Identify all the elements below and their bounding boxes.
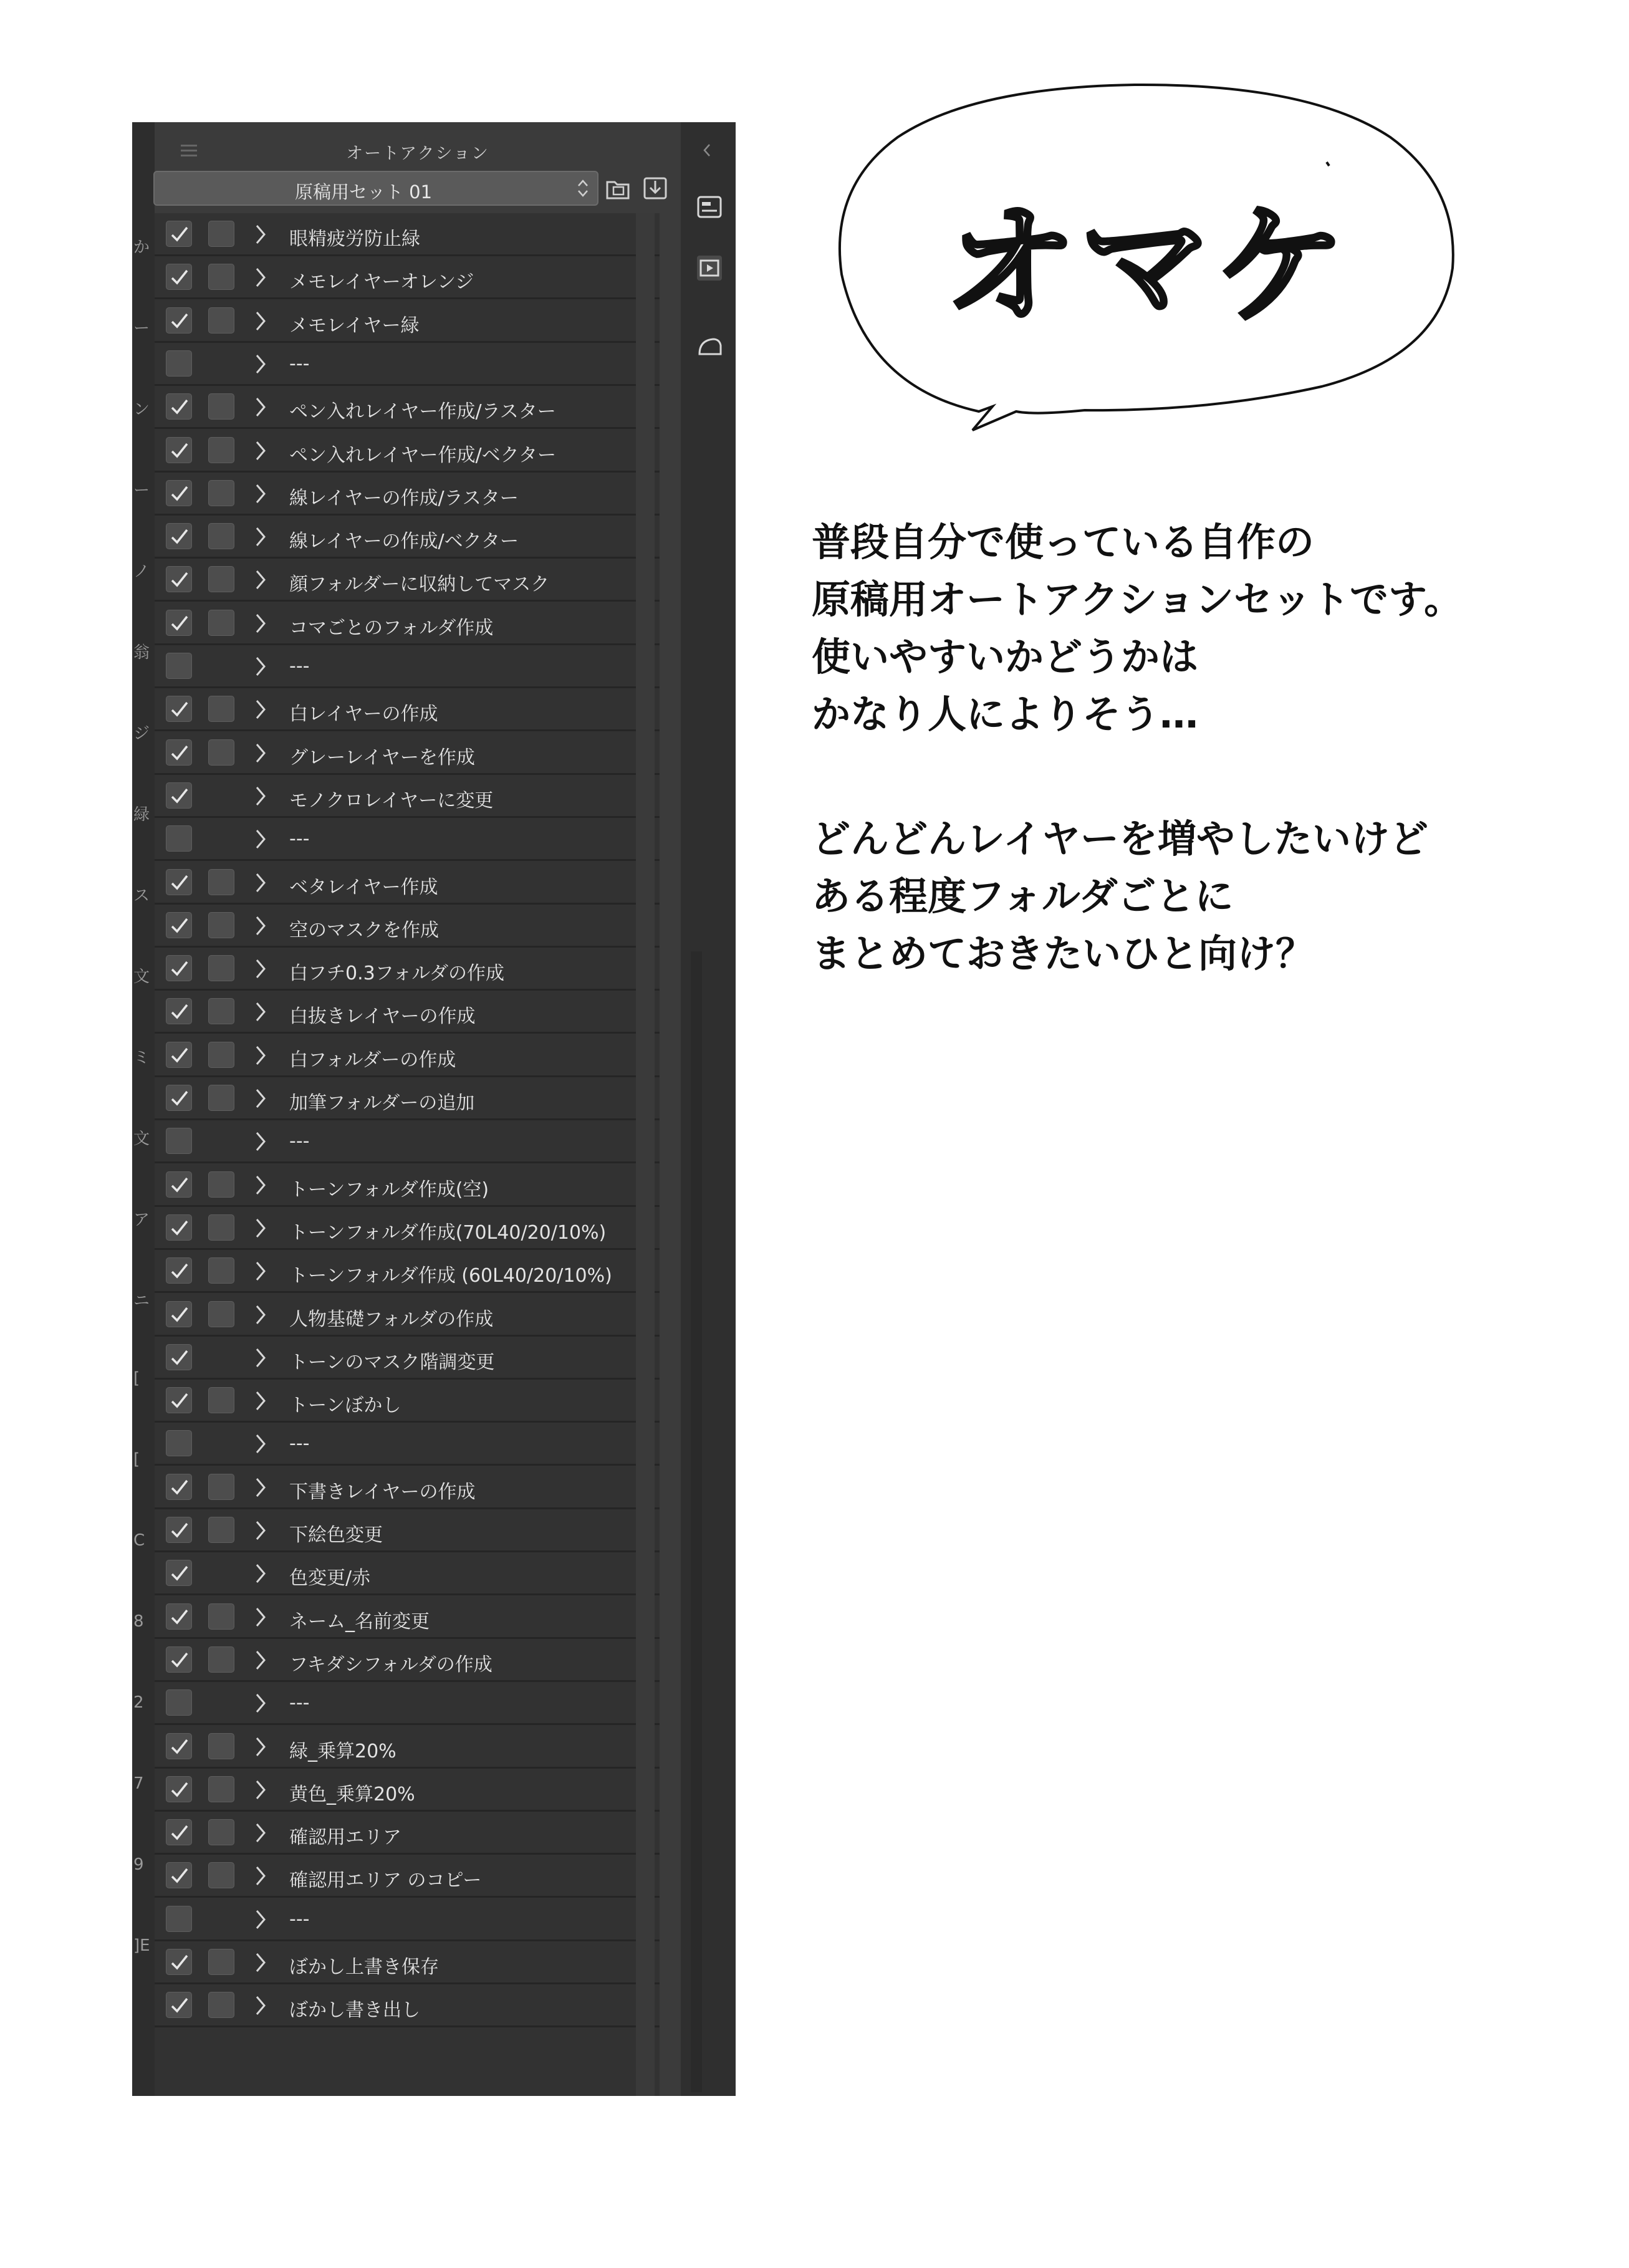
- action-label: ぼかし上書き保存: [289, 1956, 439, 1978]
- expand-chevron-icon[interactable]: [253, 1951, 268, 1974]
- action-row[interactable]: [155, 1164, 660, 1207]
- expand-chevron-icon[interactable]: [253, 440, 268, 462]
- action-label: トーンフォルダ作成 (60L40/20/10%): [289, 1265, 612, 1287]
- enable-checkbox[interactable]: [166, 480, 192, 506]
- expand-chevron-icon[interactable]: [253, 1217, 268, 1239]
- expand-chevron-icon[interactable]: [253, 1174, 268, 1196]
- expand-chevron-icon[interactable]: [253, 1476, 268, 1499]
- action-label: トーンフォルダ作成(70L40/20/10%): [289, 1222, 607, 1244]
- action-label: 確認用エリア: [289, 1827, 401, 1848]
- expand-chevron-icon[interactable]: [253, 1692, 268, 1714]
- canvas-edge-fragment: ニ: [133, 1292, 150, 1310]
- action-label: メモレイヤーオレンジ: [289, 271, 474, 293]
- check-icon: [170, 1305, 190, 1324]
- check-icon: [170, 1651, 190, 1670]
- dialog-toggle-box[interactable]: [208, 480, 234, 506]
- canvas-edge-fragment: ]E: [133, 1936, 150, 1955]
- action-label: トーンぼかし: [289, 1395, 401, 1416]
- right-tool-strip: [681, 122, 736, 2096]
- dialog-toggle-box[interactable]: [208, 264, 234, 290]
- action-row[interactable]: [155, 1941, 660, 1984]
- check-icon: [170, 1348, 190, 1367]
- action-row[interactable]: [155, 1812, 660, 1855]
- left-canvas-edge: [132, 122, 155, 2096]
- action-label: 加筆フォルダーの追加: [289, 1092, 475, 1114]
- action-row[interactable]: [155, 1250, 660, 1293]
- action-row[interactable]: [155, 1294, 660, 1337]
- action-row[interactable]: [155, 862, 660, 905]
- action-label: メモレイヤー緑: [289, 315, 420, 337]
- dialog-toggle-box[interactable]: [208, 437, 234, 463]
- expand-chevron-icon[interactable]: [253, 1865, 268, 1887]
- enable-checkbox[interactable]: [166, 1992, 192, 2018]
- expand-chevron-icon[interactable]: [253, 1304, 268, 1326]
- expand-chevron-icon[interactable]: [253, 1519, 268, 1542]
- action-row[interactable]: [155, 1337, 660, 1380]
- auto-action-panel: [132, 122, 736, 2096]
- check-icon: [170, 1608, 190, 1627]
- check-icon: [170, 1176, 190, 1194]
- check-icon: [170, 787, 190, 805]
- expand-chevron-icon[interactable]: [253, 353, 268, 375]
- action-label: 緑_乗算20%: [289, 1741, 396, 1762]
- enable-checkbox[interactable]: [166, 264, 192, 290]
- expand-chevron-icon[interactable]: [253, 1779, 268, 1801]
- action-row[interactable]: [155, 645, 660, 688]
- action-row[interactable]: [155, 516, 660, 559]
- canvas-edge-fragment: 翁: [133, 643, 150, 662]
- enable-checkbox[interactable]: [166, 1214, 192, 1241]
- expand-chevron-icon[interactable]: [253, 1649, 268, 1671]
- canvas-edge-fragment: ジ: [133, 724, 150, 743]
- canvas-edge-fragment: 緑: [133, 805, 150, 824]
- enable-checkbox[interactable]: [166, 1862, 192, 1888]
- enable-checkbox[interactable]: [166, 437, 192, 463]
- action-label: グレーレイヤーを作成: [289, 747, 475, 769]
- enable-checkbox[interactable]: [166, 912, 192, 938]
- dialog-toggle-box[interactable]: [208, 1733, 234, 1759]
- action-row[interactable]: [155, 818, 660, 861]
- dialog-toggle-box[interactable]: [208, 610, 234, 636]
- check-icon: [170, 1002, 190, 1021]
- expand-chevron-icon[interactable]: [253, 310, 268, 332]
- check-icon: [170, 268, 190, 287]
- dialog-toggle-box[interactable]: [208, 1085, 234, 1111]
- expand-chevron-icon[interactable]: [253, 915, 268, 937]
- check-icon: [170, 484, 190, 503]
- check-icon: [170, 1521, 190, 1540]
- check-icon: [170, 744, 190, 762]
- action-label: 線レイヤーの作成/ラスター: [289, 488, 519, 509]
- dialog-toggle-box[interactable]: [208, 1301, 234, 1327]
- check-icon: [170, 1824, 190, 1842]
- bubble-title: オマケ: [944, 190, 1350, 343]
- dialog-toggle-box[interactable]: [208, 1992, 234, 2018]
- action-label: トーンフォルダ作成(空): [289, 1179, 489, 1201]
- action-row[interactable]: [155, 386, 660, 429]
- enable-checkbox[interactable]: [166, 1689, 192, 1716]
- check-icon: [170, 1780, 190, 1799]
- check-icon: [170, 916, 190, 935]
- action-label: 空のマスクを作成: [289, 920, 439, 941]
- action-label: ---: [289, 655, 310, 677]
- expand-chevron-icon[interactable]: [253, 1908, 268, 1931]
- collapse-chevron-icon[interactable]: [699, 141, 714, 160]
- expand-chevron-icon[interactable]: [253, 266, 268, 289]
- check-icon: [170, 1996, 190, 2015]
- check-icon: [170, 527, 190, 546]
- expand-chevron-icon[interactable]: [253, 1822, 268, 1844]
- note-line: まとめておきたいひと向け？: [812, 931, 1315, 976]
- canvas-edge-fragment: 7: [133, 1774, 144, 1793]
- action-label: ネーム_名前変更: [289, 1611, 430, 1633]
- action-row[interactable]: [155, 1726, 660, 1769]
- action-set-select[interactable]: [153, 171, 598, 206]
- auto-action-panel-icon[interactable]: [696, 254, 723, 282]
- expand-chevron-icon[interactable]: [253, 1087, 268, 1110]
- action-row[interactable]: [155, 1682, 660, 1725]
- dialog-toggle-box[interactable]: [208, 1214, 234, 1241]
- action-row[interactable]: [155, 1984, 660, 2027]
- expand-chevron-icon[interactable]: [253, 828, 268, 850]
- enable-checkbox[interactable]: [166, 1517, 192, 1543]
- check-icon: [170, 1046, 190, 1065]
- note-description: [812, 514, 1463, 743]
- action-row[interactable]: [155, 1509, 660, 1552]
- enable-checkbox[interactable]: [166, 566, 192, 592]
- enable-checkbox[interactable]: [166, 739, 192, 766]
- dialog-toggle-box[interactable]: [208, 1042, 234, 1068]
- action-row[interactable]: [155, 905, 660, 948]
- enable-checkbox[interactable]: [166, 782, 192, 809]
- enable-checkbox[interactable]: [166, 350, 192, 377]
- check-icon: [170, 1262, 190, 1281]
- dialog-toggle-box[interactable]: [208, 1819, 234, 1845]
- enable-checkbox[interactable]: [166, 221, 192, 247]
- note-line: かなり人によりそう…: [812, 691, 1199, 737]
- dialog-toggle-box[interactable]: [208, 1603, 234, 1630]
- canvas-edge-fragment: ン: [133, 400, 150, 419]
- action-row[interactable]: [155, 1552, 660, 1595]
- enable-checkbox[interactable]: [166, 1776, 192, 1802]
- check-icon: [170, 1089, 190, 1108]
- action-label: ぼかし書き出し: [289, 1999, 420, 2021]
- canvas-edge-fragment: 9: [133, 1855, 144, 1874]
- action-label: 下書きレイヤーの作成: [289, 1481, 476, 1503]
- enable-checkbox[interactable]: [166, 1733, 192, 1759]
- expand-chevron-icon[interactable]: [253, 1260, 268, 1282]
- expand-chevron-icon[interactable]: [253, 1130, 268, 1153]
- enable-checkbox[interactable]: [166, 523, 192, 549]
- expand-chevron-icon[interactable]: [253, 1562, 268, 1585]
- enable-checkbox[interactable]: [166, 955, 192, 981]
- action-label: ---: [289, 353, 310, 375]
- dialog-toggle-box[interactable]: [208, 869, 234, 895]
- material-panel-icon[interactable]: [696, 333, 723, 360]
- enable-checkbox[interactable]: [166, 393, 192, 420]
- action-row[interactable]: [155, 1898, 660, 1941]
- action-row[interactable]: [155, 775, 660, 818]
- dialog-toggle-box[interactable]: [208, 1517, 234, 1543]
- enable-checkbox[interactable]: [166, 1042, 192, 1068]
- check-icon: [170, 441, 190, 460]
- dialog-toggle-box[interactable]: [208, 955, 234, 981]
- check-icon: [170, 1953, 190, 1972]
- expand-chevron-icon[interactable]: [253, 1001, 268, 1023]
- enable-checkbox[interactable]: [166, 1085, 192, 1111]
- check-icon: [170, 873, 190, 892]
- dialog-toggle-box[interactable]: [208, 1646, 234, 1673]
- expand-chevron-icon[interactable]: [253, 655, 268, 678]
- dialog-toggle-box[interactable]: [208, 739, 234, 766]
- action-set-name: 原稿用セット 01: [294, 181, 433, 203]
- canvas-edge-fragment: ー: [133, 481, 150, 500]
- dialog-toggle-box[interactable]: [208, 307, 234, 334]
- layer-panel-icon[interactable]: [696, 193, 723, 221]
- action-row[interactable]: [155, 256, 660, 299]
- action-label: 黄色_乗算20%: [289, 1784, 415, 1805]
- action-label: ペン入れレイヤー作成/ベクター: [289, 444, 557, 466]
- action-row[interactable]: [155, 300, 660, 343]
- note-line: 普段自分で使っている自作の: [812, 519, 1315, 565]
- action-row[interactable]: [155, 213, 660, 256]
- action-row[interactable]: [155, 1639, 660, 1682]
- updown-chevron-icon: [576, 177, 590, 199]
- expand-chevron-icon[interactable]: [253, 785, 268, 807]
- enable-checkbox[interactable]: [166, 1387, 192, 1413]
- action-row[interactable]: [155, 1380, 660, 1423]
- enable-checkbox[interactable]: [166, 825, 192, 852]
- check-icon: [170, 312, 190, 330]
- expand-chevron-icon[interactable]: [253, 223, 268, 246]
- dialog-toggle-box[interactable]: [208, 1949, 234, 1975]
- enable-checkbox[interactable]: [166, 998, 192, 1024]
- action-label: トーンのマスク階調変更: [289, 1352, 495, 1373]
- action-row[interactable]: [155, 343, 660, 386]
- check-icon: [170, 1478, 190, 1497]
- action-label: ---: [289, 1908, 310, 1930]
- enable-checkbox[interactable]: [166, 610, 192, 636]
- enable-checkbox[interactable]: [166, 1560, 192, 1586]
- enable-checkbox[interactable]: [166, 1301, 192, 1327]
- expand-chevron-icon[interactable]: [253, 1044, 268, 1067]
- action-label: モノクロレイヤーに変更: [289, 790, 494, 812]
- action-label: ---: [289, 1692, 310, 1714]
- action-label: 線レイヤーの作成/ベクター: [289, 531, 519, 552]
- enable-checkbox[interactable]: [166, 869, 192, 895]
- dialog-toggle-box[interactable]: [208, 566, 234, 592]
- expand-chevron-icon[interactable]: [253, 698, 268, 721]
- action-row[interactable]: [155, 1769, 660, 1812]
- dialog-toggle-box[interactable]: [208, 1862, 234, 1888]
- enable-checkbox[interactable]: [166, 1128, 192, 1154]
- new-set-folder-icon[interactable]: [603, 173, 632, 202]
- expand-chevron-icon[interactable]: [253, 1390, 268, 1412]
- note-line: ある程度フォルダごとに: [812, 873, 1234, 919]
- canvas-edge-fragment: 文: [133, 1130, 150, 1148]
- action-label: フキダシフォルダの作成: [289, 1654, 493, 1676]
- canvas-edge-fragment: ミ: [133, 1049, 150, 1067]
- expand-chevron-icon[interactable]: [253, 1433, 268, 1455]
- canvas-edge-fragment: ア: [133, 1211, 150, 1229]
- check-icon: [170, 1564, 190, 1583]
- speech-bubble: [810, 62, 1484, 436]
- enable-checkbox[interactable]: [166, 1171, 192, 1198]
- action-row[interactable]: [155, 1207, 660, 1250]
- action-row[interactable]: [155, 732, 660, 775]
- note-line: 原稿用オートアクションセットです。: [812, 577, 1463, 622]
- action-row[interactable]: [155, 991, 660, 1034]
- action-label: 人物基礎フォルダの作成: [289, 1309, 494, 1330]
- action-row[interactable]: [155, 948, 660, 991]
- action-label: ---: [289, 1433, 310, 1454]
- action-label: ---: [289, 1130, 310, 1152]
- dialog-toggle-box[interactable]: [208, 696, 234, 722]
- action-label: 白フチ0.3フォルダの作成: [289, 963, 505, 984]
- canvas-edge-fragment: [: [133, 1369, 140, 1388]
- dialog-toggle-box[interactable]: [208, 912, 234, 938]
- dialog-toggle-box[interactable]: [208, 221, 234, 247]
- action-label: ベタレイヤー作成: [289, 877, 438, 898]
- check-icon: [170, 959, 190, 978]
- action-row[interactable]: [155, 688, 660, 731]
- action-label: 眼精疲労防止緑: [289, 228, 420, 250]
- enable-checkbox[interactable]: [166, 1430, 192, 1456]
- check-icon: [170, 1737, 190, 1756]
- check-icon: [170, 1391, 190, 1410]
- action-row[interactable]: [155, 1596, 660, 1639]
- canvas-edge-fragment: ー: [133, 319, 150, 338]
- note-line: どんどんレイヤーを増やしたいけど: [812, 816, 1428, 862]
- note-line: 使いやすいかどうかは: [812, 634, 1199, 680]
- panel-title: オートアクション: [346, 144, 489, 163]
- dialog-toggle-box[interactable]: [208, 1171, 234, 1198]
- import-set-icon[interactable]: [641, 173, 670, 202]
- dialog-toggle-box[interactable]: [208, 1776, 234, 1802]
- expand-chevron-icon[interactable]: [253, 569, 268, 591]
- dialog-toggle-box[interactable]: [208, 1474, 234, 1500]
- expand-chevron-icon[interactable]: [253, 526, 268, 548]
- check-icon: [170, 1219, 190, 1237]
- canvas-edge-fragment: 2: [133, 1693, 144, 1712]
- canvas-edge-fragment: か: [133, 238, 150, 257]
- action-row[interactable]: [155, 559, 660, 602]
- action-label: コマごとのフォルダ作成: [289, 617, 494, 639]
- action-row[interactable]: [155, 430, 660, 473]
- canvas-edge-fragment: ス: [133, 887, 150, 905]
- action-list: [155, 213, 660, 2096]
- dialog-toggle-box[interactable]: [208, 393, 234, 420]
- enable-checkbox[interactable]: [166, 1646, 192, 1673]
- enable-checkbox[interactable]: [166, 1949, 192, 1975]
- dialog-toggle-box[interactable]: [208, 1257, 234, 1284]
- canvas-edge-fragment: 8: [133, 1612, 144, 1631]
- expand-chevron-icon[interactable]: [253, 1347, 268, 1369]
- action-row[interactable]: [155, 1034, 660, 1077]
- action-row[interactable]: [155, 1423, 660, 1466]
- action-row[interactable]: [155, 602, 660, 645]
- list-scrollbar[interactable]: [636, 213, 655, 2096]
- action-label: 下絵色変更: [289, 1524, 383, 1546]
- enable-checkbox[interactable]: [166, 1344, 192, 1370]
- action-row[interactable]: [155, 1120, 660, 1163]
- action-label: 白フォルダーの作成: [289, 1049, 456, 1071]
- action-label: 白抜きレイヤーの作成: [289, 1006, 476, 1027]
- action-label: 白レイヤーの作成: [289, 703, 438, 725]
- enable-checkbox[interactable]: [166, 1819, 192, 1845]
- dialog-toggle-box[interactable]: [208, 1387, 234, 1413]
- right-scrollbar[interactable]: [691, 951, 702, 2092]
- canvas-edge-fragment: [: [133, 1450, 140, 1469]
- action-label: ---: [289, 828, 310, 850]
- dialog-toggle-box[interactable]: [208, 523, 234, 549]
- expand-chevron-icon[interactable]: [253, 958, 268, 980]
- expand-chevron-icon[interactable]: [253, 1606, 268, 1628]
- check-icon: [170, 225, 190, 244]
- canvas-edge-fragment: ノ: [133, 562, 150, 581]
- expand-chevron-icon[interactable]: [253, 612, 268, 635]
- action-row[interactable]: [155, 473, 660, 516]
- action-label: 確認用エリア のコピー: [289, 1870, 482, 1891]
- enable-checkbox[interactable]: [166, 696, 192, 722]
- expand-chevron-icon[interactable]: [253, 1736, 268, 1758]
- expand-chevron-icon[interactable]: [253, 742, 268, 764]
- check-icon: [170, 700, 190, 719]
- check-icon: [170, 570, 190, 589]
- enable-checkbox[interactable]: [166, 653, 192, 679]
- action-label: ペン入れレイヤー作成/ラスター: [289, 401, 556, 423]
- expand-chevron-icon[interactable]: [253, 1994, 268, 2017]
- canvas-edge-fragment: C: [133, 1531, 145, 1550]
- check-icon: [170, 614, 190, 633]
- enable-checkbox[interactable]: [166, 1906, 192, 1932]
- action-label: 色変更/赤: [289, 1567, 371, 1589]
- enable-checkbox[interactable]: [166, 307, 192, 334]
- enable-checkbox[interactable]: [166, 1603, 192, 1630]
- dialog-toggle-box[interactable]: [208, 998, 234, 1024]
- check-icon: [170, 1867, 190, 1885]
- action-row[interactable]: [155, 1077, 660, 1120]
- action-row[interactable]: [155, 1855, 660, 1898]
- expand-chevron-icon[interactable]: [253, 872, 268, 894]
- canvas-edge-fragment: 文: [133, 968, 150, 986]
- action-row[interactable]: [155, 1466, 660, 1509]
- panel-title-bar: [155, 122, 681, 163]
- enable-checkbox[interactable]: [166, 1474, 192, 1500]
- expand-chevron-icon[interactable]: [253, 396, 268, 418]
- check-icon: [170, 398, 190, 416]
- note-audience: [812, 810, 1428, 983]
- expand-chevron-icon[interactable]: [253, 483, 268, 505]
- enable-checkbox[interactable]: [166, 1257, 192, 1284]
- action-label: 顔フォルダーに収納してマスク: [289, 574, 550, 595]
